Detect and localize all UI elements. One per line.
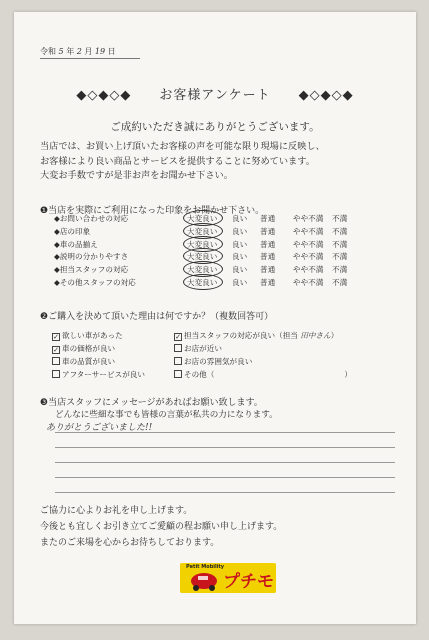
q1-scale-option[interactable]: やや不満 (293, 226, 324, 236)
q1-scale-option[interactable]: 不満 (332, 278, 348, 287)
q2-option[interactable] (174, 343, 222, 354)
q2-option[interactable] (52, 356, 115, 367)
q1-item-label: ◆その他スタッフの対応 (54, 278, 136, 287)
q1-scale-option[interactable]: 良い (232, 239, 248, 249)
option-label: アフターサービスが良い (62, 370, 145, 379)
handwritten-staff-name: 田中さん (300, 331, 331, 340)
date-era: 令和 (40, 47, 56, 56)
q2-option[interactable] (52, 343, 115, 354)
q1-scale-option[interactable]: 普通 (260, 252, 276, 262)
q1-scale-option[interactable]: やや不満 (293, 278, 324, 287)
q1-scale-option[interactable]: 大変良い (187, 265, 218, 275)
q1-item-label: ◆車の品揃え (54, 239, 98, 249)
q1-scale-option[interactable]: 大変良い (187, 214, 218, 223)
q1-scale-option[interactable]: 良い (232, 214, 248, 223)
checkbox[interactable] (174, 357, 182, 365)
survey-sheet (14, 12, 416, 624)
date-year: 5 (58, 47, 64, 56)
option-label: 車の品質が良い (62, 357, 116, 366)
q1-scale-option[interactable]: 大変良い (187, 226, 218, 236)
q1-scale-option[interactable]: 良い (232, 252, 248, 262)
option-label: 車の価格が良い (62, 344, 116, 353)
page-subtitle: ご成約いただき誠にありがとうございます。 (110, 121, 320, 133)
checkbox[interactable] (52, 357, 60, 365)
closing-line: 今後とも宜しくお引き立てご愛顧の程お願い申し上げます。 (40, 522, 283, 532)
q2-option[interactable] (52, 330, 123, 341)
date-month: 2 (76, 47, 82, 56)
q1-item-label: ◆担当スタッフの対応 (54, 265, 129, 275)
q2-option[interactable] (174, 356, 252, 367)
handwritten-message[interactable]: ありがとうございました!! (46, 423, 153, 433)
q1-scale-option[interactable]: 不満 (332, 265, 348, 275)
option-suffix: ） (330, 331, 339, 340)
checkbox[interactable] (174, 370, 182, 378)
option-label: 担当スタッフの対応が良い（担当 (184, 331, 298, 340)
checkbox[interactable] (174, 344, 182, 352)
q2-title: ❷ご購入を決めて頂いた理由は何ですか？（複数回答可） (40, 312, 274, 322)
q1-scale-option[interactable]: やや不満 (293, 214, 324, 223)
q1-scale-option[interactable]: 不満 (332, 226, 348, 236)
page-title: ◆◇◆◇◆ お客様アンケート ◆◇◆◇◆ (76, 88, 354, 103)
q1-scale-option[interactable]: 良い (232, 226, 248, 236)
logo-text: プチモ (223, 572, 274, 592)
message-line (55, 432, 395, 433)
q1-scale-option[interactable]: 普通 (260, 278, 276, 287)
date-underline (40, 58, 140, 59)
q3-subtitle: どんなに些細な事でも皆様の言葉が私共の力になります。 (55, 410, 278, 420)
closing-line: またのご来場を心からお待ちしております。 (40, 538, 220, 548)
q2-option[interactable] (52, 369, 145, 380)
date-day-unit: 日 (107, 47, 116, 56)
q1-scale-option[interactable]: 普通 (260, 239, 276, 249)
q3-title: ❸当店スタッフにメッセージがあればお願い致します。 (40, 398, 263, 408)
closing-line: ご協力に心よりお礼を申し上げます。 (40, 506, 193, 516)
checkbox[interactable]: ✓ (53, 333, 59, 341)
date-line (40, 46, 116, 57)
date-year-unit: 年 (66, 47, 75, 56)
q1-scale-option[interactable]: 不満 (332, 214, 348, 223)
q1-scale-option[interactable]: 不満 (332, 252, 348, 262)
option-label: お店が近い (184, 344, 222, 353)
q1-scale-option[interactable]: 大変良い (187, 252, 218, 262)
message-line (55, 492, 395, 493)
date-month-unit: 月 (84, 47, 93, 56)
q1-scale-option[interactable]: 普通 (260, 226, 276, 236)
q1-scale-option[interactable]: 良い (232, 278, 248, 287)
option-label: その他（ (184, 370, 215, 379)
checkbox[interactable]: ✓ (175, 333, 181, 341)
petit-mobility-logo (180, 563, 276, 593)
intro-line: お客様により良い商品とサービスを提供することに努めています。 (40, 155, 315, 167)
logo-tagline: Petit Mobility (186, 564, 225, 570)
selection-circle (183, 274, 223, 290)
q2-option[interactable] (174, 369, 352, 380)
q1-title: ❶当店を実際にご利用になった印象をお聞かせ下さい。 (40, 206, 265, 216)
intro-line: 大変お手数ですが是非お声をお聞かせ下さい。 (40, 170, 233, 181)
q1-scale-option[interactable]: 大変良い (187, 278, 218, 287)
intro-line: 当店では、お買い上げ頂いたお客様の声を可能な限り現場に反映し、 (40, 141, 325, 152)
message-line (55, 447, 395, 448)
option-label: お店の雰囲気が良い (184, 357, 253, 366)
q1-scale-option[interactable]: 良い (232, 265, 248, 275)
q1-item-label: ◆説明の分かりやすさ (54, 252, 129, 262)
option-label: 欲しい車があった (62, 331, 123, 340)
car-icon (188, 571, 220, 591)
intro-text (40, 140, 325, 184)
message-line (55, 477, 395, 478)
q1-item-label: ◆お問い合わせの対応 (54, 214, 129, 223)
checkbox[interactable] (52, 370, 60, 378)
q1-item-label: ◆店の印象 (54, 226, 91, 236)
q1-scale-option[interactable]: 不満 (332, 239, 348, 249)
q1-scale-option[interactable]: やや不満 (293, 265, 324, 275)
option-suffix: ） (344, 370, 352, 379)
q1-scale-option[interactable]: やや不満 (293, 239, 324, 249)
q2-option[interactable] (174, 330, 338, 341)
checkbox[interactable]: ✓ (53, 346, 59, 354)
q1-scale-option[interactable]: 普通 (260, 214, 276, 223)
closing-text (40, 503, 282, 551)
message-line (55, 462, 395, 463)
q1-scale-option[interactable]: 普通 (260, 265, 276, 275)
date-day: 19 (94, 47, 106, 56)
q1-scale-option[interactable]: 大変良い (187, 239, 218, 249)
q1-scale-option[interactable]: やや不満 (293, 252, 324, 262)
